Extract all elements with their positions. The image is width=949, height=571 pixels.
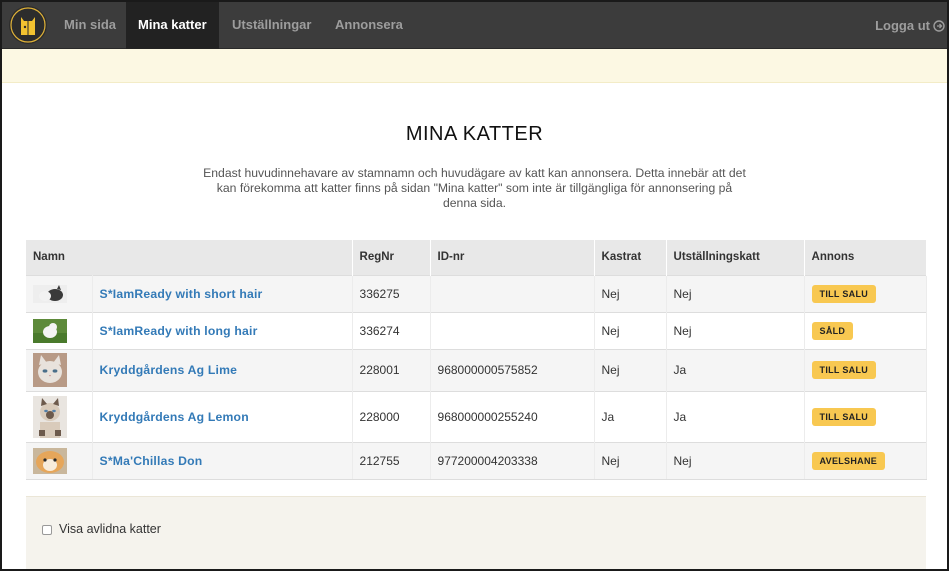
cat-name-cell [92,442,352,479]
site-logo[interactable] [8,3,48,47]
logout-label: Logga ut [875,18,930,33]
idnr-cell [430,312,594,349]
cat-name-link[interactable]: S*IamReady with short hair [99,286,263,301]
status-badge[interactable]: SÅLD [812,322,854,340]
annons-cell [804,349,926,391]
nav-mina-katter[interactable]: Mina katter [126,2,219,49]
utstallning-cell: Ja [666,391,804,442]
kitten-dark-icon[interactable] [33,285,67,303]
regnr-cell: 228001 [352,349,430,391]
notice-bar [2,49,947,83]
col-header-namn[interactable]: Namn [26,240,352,275]
idnr-cell: 968000000255240 [430,391,594,442]
status-badge[interactable]: TILL SALU [812,408,877,426]
logout-icon [933,20,945,32]
nav-utstallningar[interactable]: Utställningar [232,17,312,32]
cat-name-cell [92,275,352,312]
kastrat-cell: Nej [594,349,666,391]
intro-text: Endast huvudinnehavare av stamnamn och huvudägare av katt kan annonsera. Detta innebär att det kan förekomma att katter finns på sidan "Mina katter" som inte är tillgängliga för annonsering på denna sida. [203,166,746,210]
idnr-cell [430,275,594,312]
col-header-regnr[interactable]: RegNr [352,240,430,275]
logout-link[interactable] [875,2,945,49]
cat-name-link[interactable]: S*IamReady with long hair [99,323,258,338]
top-navbar [2,2,947,49]
table-header-row [26,240,926,275]
page-title: MINA KATTER [405,123,544,145]
status-badge[interactable]: AVELSHANE [812,452,886,470]
idnr-cell: 977200004203338 [430,442,594,479]
cat-photo-cell [26,391,92,442]
annons-cell [804,442,926,479]
col-header-idnr[interactable]: ID-nr [430,240,594,275]
cat-name-cell [92,349,352,391]
cat-photo-cell [26,312,92,349]
utstallning-cell: Nej [666,275,804,312]
cat-name-cell [92,312,352,349]
status-badge[interactable]: TILL SALU [812,285,877,303]
utstallning-cell: Ja [666,349,804,391]
table-row [26,442,926,479]
table-row [26,349,926,391]
cat-name-cell [92,391,352,442]
cat-white-icon[interactable] [33,353,67,387]
annons-cell [804,312,926,349]
cat-siamese-icon[interactable] [33,396,67,438]
col-header-kastrat[interactable]: Kastrat [594,240,666,275]
kastrat-cell: Nej [594,442,666,479]
col-header-annons[interactable]: Annons [804,240,926,275]
col-header-utstallningskatt[interactable]: Utställningskatt [666,240,804,275]
table-row [26,275,926,312]
nav-min-sida[interactable]: Min sida [64,17,117,32]
cat-name-link[interactable]: Kryddgårdens Ag Lime [99,363,238,377]
cat-photo-cell [26,275,92,312]
kitten-grass-icon[interactable] [33,319,67,343]
regnr-cell: 336274 [352,312,430,349]
annons-cell [804,391,926,442]
table-row [26,312,926,349]
idnr-cell: 968000000575852 [430,349,594,391]
annons-cell [804,275,926,312]
regnr-cell: 228000 [352,391,430,442]
cat-orange-icon[interactable] [33,448,67,474]
utstallning-cell: Nej [666,312,804,349]
regnr-cell: 336275 [352,275,430,312]
status-badge[interactable]: TILL SALU [812,361,877,379]
kastrat-cell: Nej [594,275,666,312]
cat-photo-cell [26,442,92,479]
show-deceased-checkbox[interactable] [42,525,52,535]
cat-name-link[interactable]: Kryddgårdens Ag Lemon [99,409,249,424]
show-deceased-label[interactable]: Visa avlidna katter [59,522,161,536]
table-row [26,391,926,442]
kastrat-cell: Ja [594,391,666,442]
cat-photo-cell [26,349,92,391]
filter-panel [26,496,926,571]
cat-name-link[interactable]: S*Ma'Chillas Don [99,453,203,468]
nav-annonsera[interactable]: Annonsera [335,17,403,32]
cats-table [26,240,927,480]
utstallning-cell: Nej [666,442,804,479]
regnr-cell: 212755 [352,442,430,479]
kastrat-cell: Nej [594,312,666,349]
